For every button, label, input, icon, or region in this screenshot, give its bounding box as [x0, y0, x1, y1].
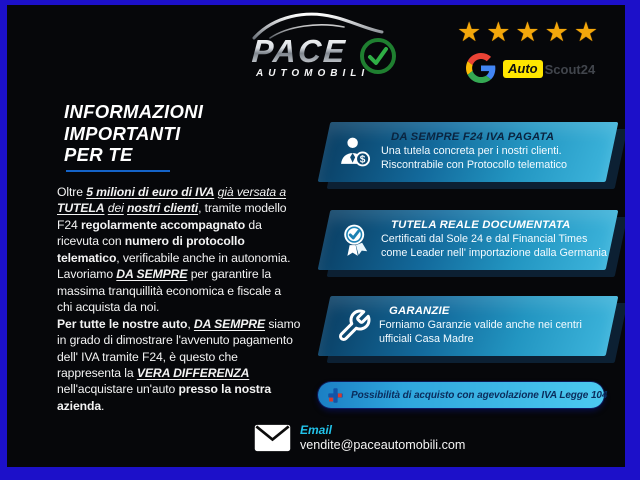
- banner-text-line: come Leader nell' importazione dalla Germania: [381, 247, 607, 259]
- legge-104-label: Possibilità di acquisto con agevolazione IVA Legge 104: [351, 389, 608, 401]
- banner-text-line: ufficiali Casa Madre: [379, 333, 474, 345]
- banner-f24-iva-pagata: [324, 122, 612, 182]
- banner-text-line: Forniamo Garanzie valide anche nei centri: [379, 319, 582, 332]
- banner-text-line: Certificati dal Sole 24 e dal Financial Times: [381, 233, 588, 246]
- autoscout24-scout-label: Scout24: [544, 61, 596, 77]
- banner-garanzie: [324, 296, 612, 356]
- contact-block: [254, 423, 465, 452]
- email-label: Email: [300, 423, 333, 437]
- banner-title: GARANZIE: [389, 305, 450, 318]
- banner-title: TUTELA REALE DOCUMENTATA: [391, 219, 571, 232]
- businessman-dollar-icon: [336, 133, 374, 171]
- page-title-line: INFORMAZIONI: [64, 101, 204, 122]
- banner-text-line: Riscontrabile con Protocollo telematico: [381, 159, 568, 171]
- page-title: [64, 101, 203, 166]
- google-logo-icon: [466, 53, 496, 83]
- award-ribbon-icon: [336, 221, 374, 259]
- autoscout24-auto-chip: Auto: [503, 60, 543, 78]
- autoscout24-logo: [503, 60, 595, 78]
- cross-104-icon: [327, 387, 344, 404]
- brand-name: PACE: [250, 33, 348, 69]
- page-title-line: IMPORTANTI: [64, 122, 181, 144]
- title-underline: [66, 170, 170, 172]
- svg-text:$: $: [359, 154, 366, 166]
- five-star-rating: ★★★★★: [457, 17, 604, 47]
- brand-subtitle: AUTOMOBILI: [256, 68, 370, 79]
- green-check-icon: [360, 38, 396, 74]
- banner-text-line: Una tutela concreta per i nostri clienti.: [381, 145, 562, 158]
- wrench-icon: [336, 308, 372, 344]
- banner-title: DA SEMPRE F24 IVA PAGATA: [391, 131, 555, 144]
- page-title-line: PER TE: [64, 144, 133, 165]
- envelope-icon: [254, 423, 291, 452]
- email-address[interactable]: vendite@paceautomobili.com: [300, 438, 466, 452]
- legge-104-badge: [318, 382, 608, 408]
- banner-tutela-documentata: [324, 210, 612, 270]
- info-paragraph: Oltre 5 milioni di euro di IVA già versata a TUTELA dei nostri clienti, tramite modello F24 regolarmente accompagnato da ricevuta con numero di protocollo telematico, verificabile anche in autonomia. Lavoriamo DA SEMPRE per garantire la massima tranquillità economica e fiscale a chi acquista da noi. Per tutte le nostre auto, DA SEMPRE siamo in grado di dimostrare l'avvenuto pagamento dell' IVA tramite F24, è questo che rappresenta la VERA DIFFERENZA nell'acquistare un'auto presso la nostra azienda.: [57, 185, 301, 413]
